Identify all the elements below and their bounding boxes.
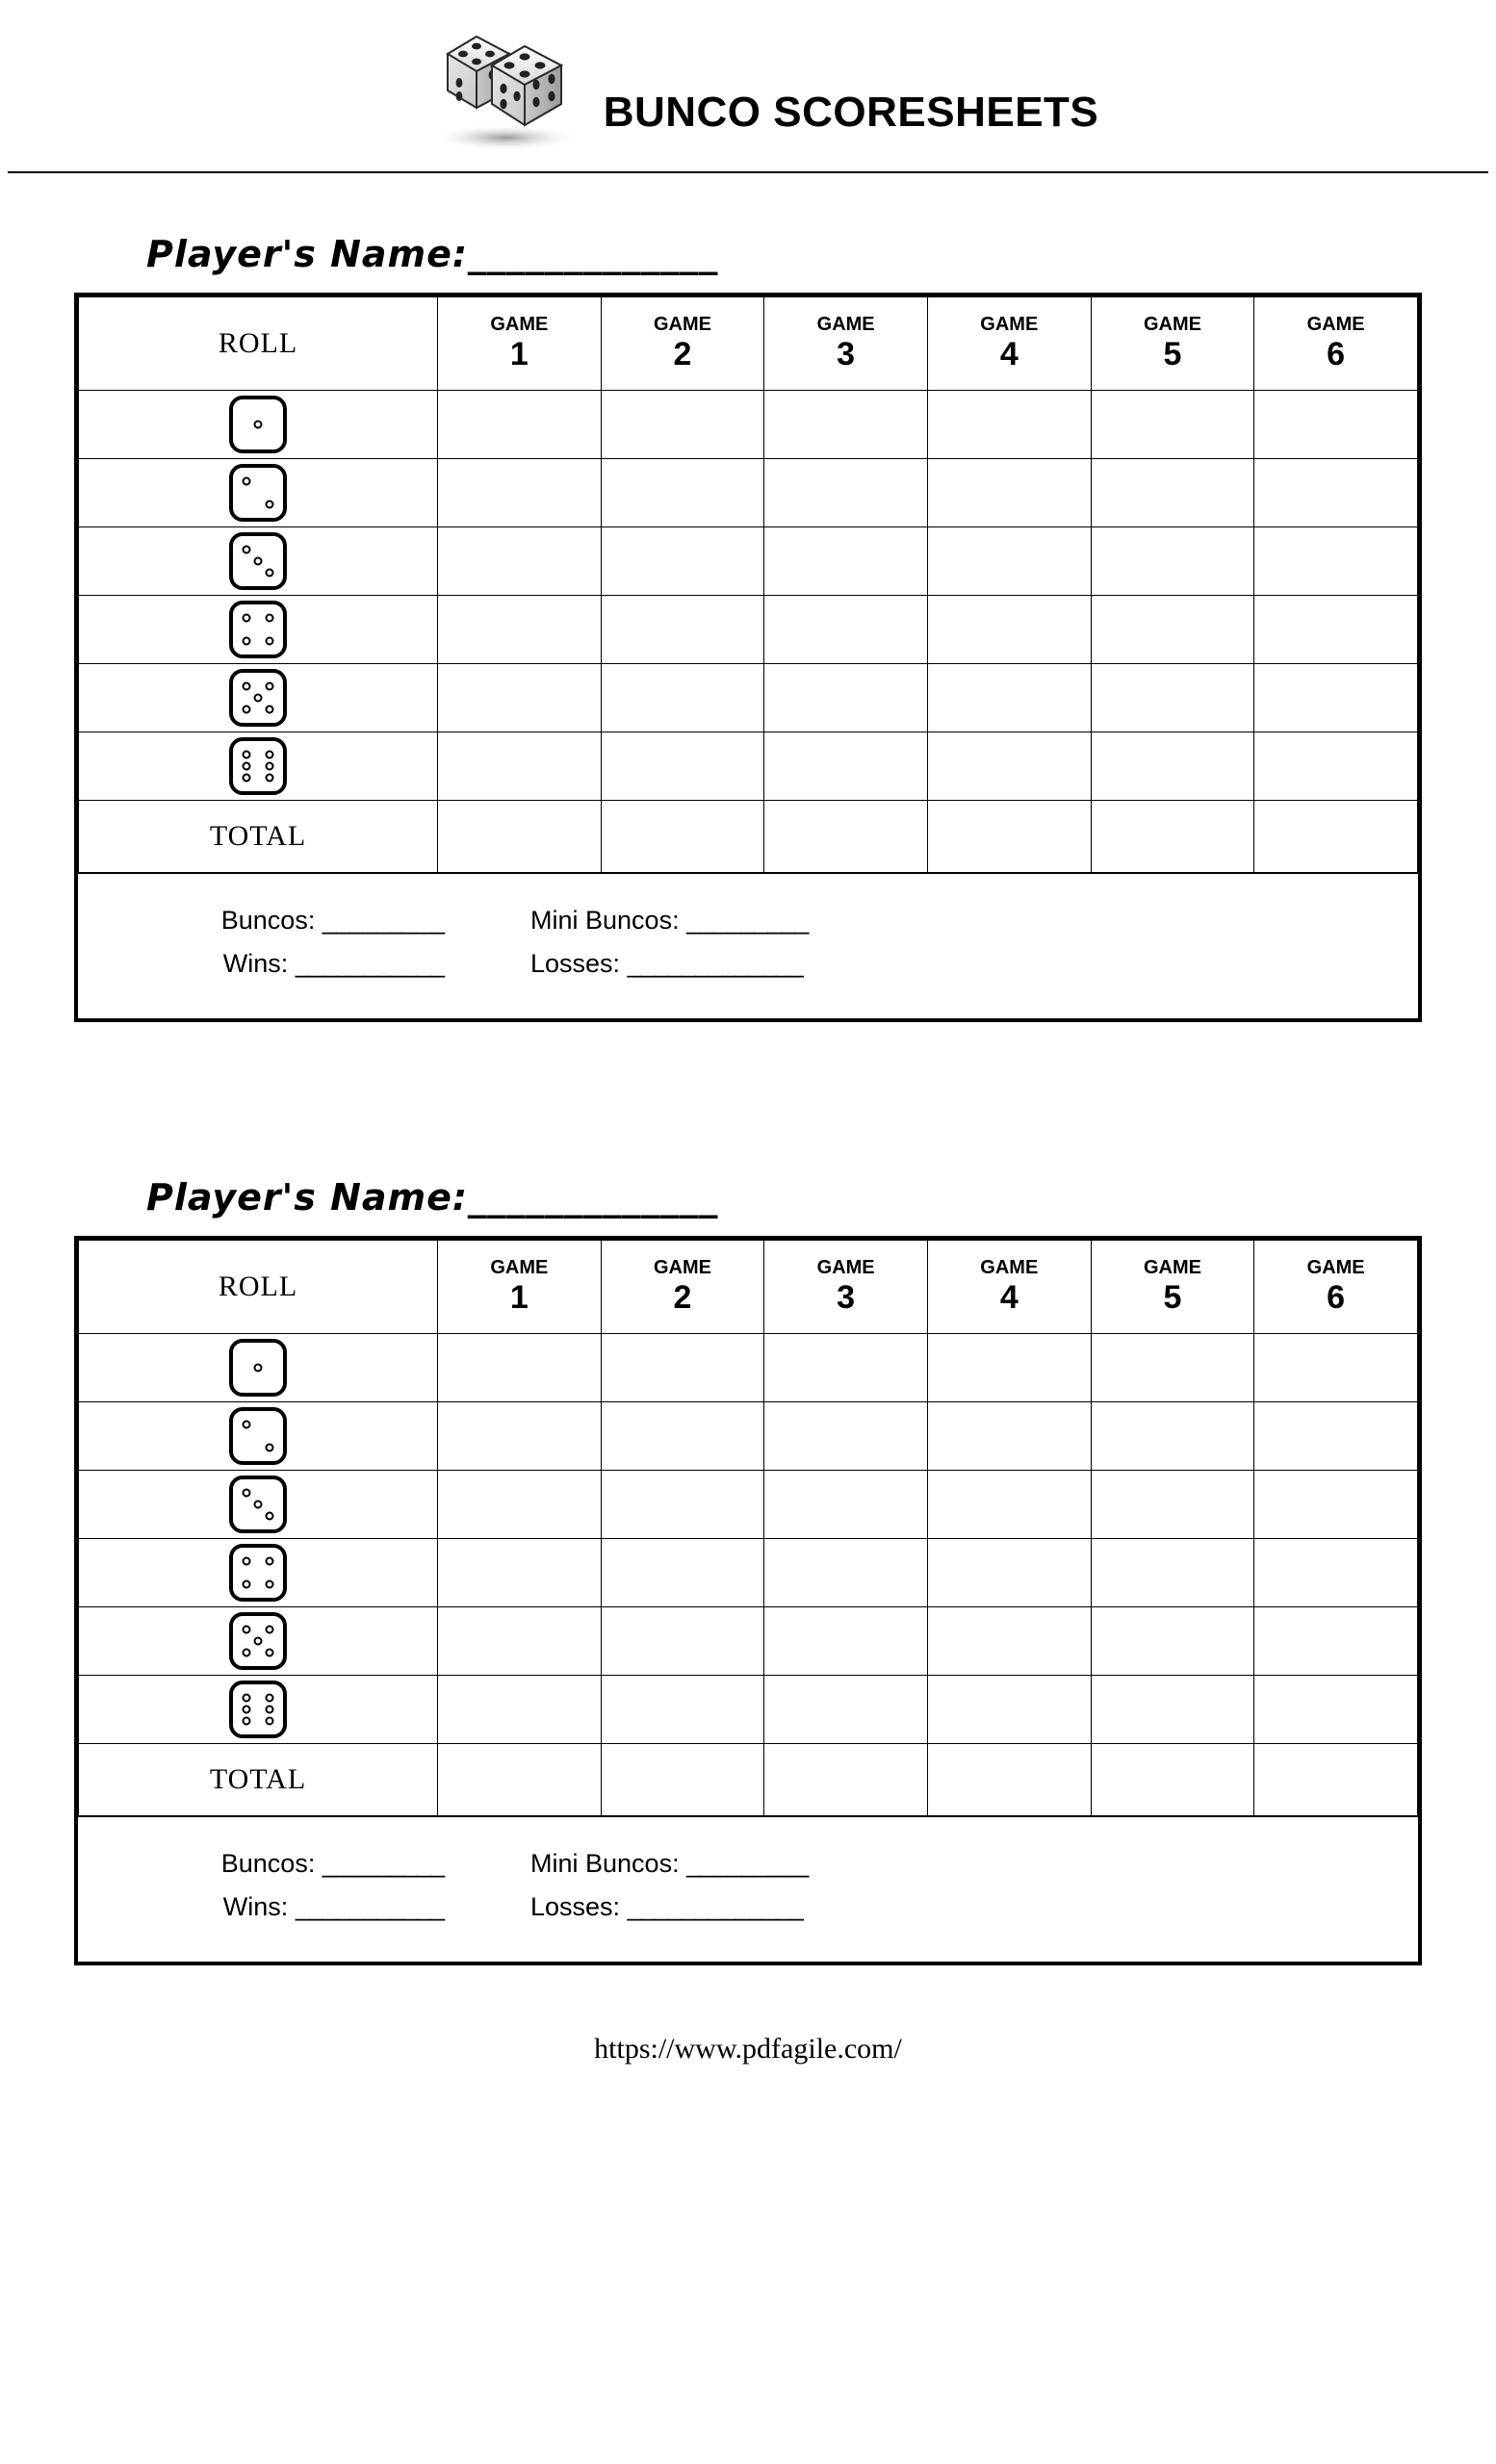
footer-url[interactable]: https://www.pdfagile.com/ [594, 2033, 902, 2065]
game-column-header-1 [438, 1241, 602, 1334]
die-face-6-icon [229, 737, 287, 795]
score-cell[interactable] [438, 1471, 602, 1539]
score-cell[interactable] [1254, 1607, 1418, 1676]
wins-blank: ___________ [295, 1892, 444, 1921]
score-cell[interactable] [438, 1539, 602, 1607]
score-cell[interactable] [1254, 1402, 1418, 1471]
score-cell[interactable] [764, 527, 928, 596]
roll-label-cell [79, 527, 438, 596]
score-cell[interactable] [438, 664, 602, 732]
total-cell[interactable] [1091, 801, 1254, 873]
losses-blank: _____________ [627, 1892, 803, 1921]
score-cell[interactable] [927, 732, 1091, 801]
roll-label-cell [79, 459, 438, 527]
wins-blank: ___________ [295, 949, 444, 978]
die-face-4-icon [229, 1544, 287, 1602]
buncos-blank: _________ [322, 906, 444, 935]
mini-buncos-blank: _________ [686, 1849, 809, 1878]
score-cell[interactable] [1091, 596, 1254, 664]
buncos-label: Buncos: [220, 1849, 316, 1878]
game-number: 5 [1163, 1278, 1182, 1316]
score-cell[interactable] [927, 596, 1091, 664]
score-cell[interactable] [1091, 459, 1254, 527]
game-number: 5 [1163, 335, 1182, 372]
losses-field[interactable] [530, 949, 803, 979]
game-number: 3 [837, 1278, 856, 1316]
score-cell[interactable] [1091, 527, 1254, 596]
stats-row-buncos [78, 899, 1418, 942]
header-divider [8, 171, 1488, 173]
roll-label-cell [79, 1402, 438, 1471]
total-cell[interactable] [1254, 801, 1418, 873]
score-cell[interactable] [1091, 1607, 1254, 1676]
game-word: GAME [816, 1256, 875, 1278]
table-row [79, 596, 1418, 664]
game-number: 4 [999, 335, 1019, 372]
score-cell[interactable] [438, 1402, 602, 1471]
table-row [79, 1471, 1418, 1539]
game-column-header-3 [764, 297, 928, 391]
die-face-6-icon [229, 1681, 287, 1738]
total-cell[interactable] [1254, 1744, 1418, 1816]
game-word: GAME [490, 1256, 549, 1278]
stats-row-wins [78, 942, 1418, 986]
die-face-5-icon [229, 669, 287, 727]
total-row [79, 801, 1418, 873]
score-cell[interactable] [601, 664, 764, 732]
buncos-field[interactable] [78, 1849, 444, 1879]
page-header [0, 0, 1496, 173]
mini-buncos-label: Mini Buncos: [530, 1849, 680, 1878]
losses-label: Losses: [530, 1892, 621, 1921]
score-cell[interactable] [927, 1334, 1091, 1402]
total-cell[interactable] [927, 1744, 1091, 1816]
total-cell[interactable] [764, 801, 928, 873]
score-cell[interactable] [601, 1334, 764, 1402]
losses-field[interactable] [530, 1892, 803, 1922]
score-table-1 [78, 296, 1418, 873]
total-cell[interactable] [601, 1744, 764, 1816]
score-cell[interactable] [764, 732, 928, 801]
total-cell[interactable] [438, 801, 602, 873]
game-word: GAME [980, 313, 1039, 335]
score-cell[interactable] [1254, 1471, 1418, 1539]
score-cell[interactable] [1091, 732, 1254, 801]
mini-buncos-blank: _________ [686, 906, 809, 935]
score-cell[interactable] [927, 664, 1091, 732]
roll-label-cell [79, 1676, 438, 1744]
score-cell[interactable] [927, 1607, 1091, 1676]
score-cell[interactable] [601, 1676, 764, 1744]
dice-pair-icon [417, 15, 590, 160]
score-cell[interactable] [601, 1471, 764, 1539]
table-row [79, 664, 1418, 732]
game-number: 3 [837, 335, 856, 372]
player-name-field-2[interactable]: Player's Name:_____________ [146, 1176, 719, 1219]
score-cell[interactable] [601, 391, 764, 459]
score-cell[interactable] [438, 732, 602, 801]
buncos-blank: _________ [322, 1849, 444, 1878]
table-row [79, 1607, 1418, 1676]
table-row [79, 1402, 1418, 1471]
game-column-header-2 [601, 1241, 764, 1334]
scoresheet-2 [74, 1176, 1422, 1965]
table-row [79, 1676, 1418, 1744]
score-cell[interactable] [764, 1676, 928, 1744]
game-number: 1 [509, 335, 529, 372]
score-cell[interactable] [601, 732, 764, 801]
wins-field[interactable] [78, 1892, 444, 1922]
die-face-1-icon [229, 1339, 287, 1397]
roll-label-cell [79, 1471, 438, 1539]
mini-buncos-field[interactable] [530, 1849, 808, 1879]
stats-section-1 [78, 873, 1418, 1018]
total-cell[interactable] [927, 801, 1091, 873]
score-cell[interactable] [764, 391, 928, 459]
score-card-2 [74, 1236, 1422, 1965]
stats-row-wins [78, 1886, 1418, 1929]
score-cell[interactable] [601, 1539, 764, 1607]
score-table-2 [78, 1240, 1418, 1816]
roll-label-cell [79, 664, 438, 732]
score-cell[interactable] [927, 1471, 1091, 1539]
table-row [79, 1539, 1418, 1607]
score-cell[interactable] [1254, 459, 1418, 527]
score-cell[interactable] [1091, 1402, 1254, 1471]
score-cell[interactable] [764, 1607, 928, 1676]
stats-row-buncos [78, 1842, 1418, 1886]
game-word: GAME [1143, 1256, 1201, 1278]
game-column-header-5 [1091, 1241, 1254, 1334]
score-cell[interactable] [438, 459, 602, 527]
game-column-header-6 [1254, 297, 1418, 391]
score-cell[interactable] [1254, 1334, 1418, 1402]
score-cell[interactable] [764, 1471, 928, 1539]
score-cell[interactable] [1091, 1676, 1254, 1744]
stats-section-2 [78, 1816, 1418, 1962]
game-number: 2 [673, 335, 692, 372]
score-cell[interactable] [764, 1539, 928, 1607]
game-word: GAME [1306, 1256, 1365, 1278]
score-cell[interactable] [601, 596, 764, 664]
score-cell[interactable] [1254, 596, 1418, 664]
total-cell[interactable] [601, 801, 764, 873]
game-column-header-4 [927, 1241, 1091, 1334]
player-name-field-1[interactable]: Player's Name:_____________ [146, 233, 719, 275]
score-cell[interactable] [1091, 1539, 1254, 1607]
wins-field[interactable] [78, 949, 444, 979]
score-cell[interactable] [601, 527, 764, 596]
losses-label: Losses: [530, 949, 621, 978]
game-number: 6 [1327, 335, 1346, 372]
total-cell[interactable] [1091, 1744, 1254, 1816]
score-cell[interactable] [927, 1676, 1091, 1744]
game-word: GAME [1143, 313, 1201, 335]
die-face-3-icon [229, 532, 287, 590]
score-cell[interactable] [438, 1334, 602, 1402]
die-face-1-icon [229, 396, 287, 453]
score-cell[interactable] [1254, 1676, 1418, 1744]
score-cell[interactable] [927, 527, 1091, 596]
total-cell[interactable] [438, 1744, 602, 1816]
score-cell[interactable] [601, 1607, 764, 1676]
score-cell[interactable] [1254, 391, 1418, 459]
roll-column-header: ROLL [79, 1241, 438, 1334]
game-word: GAME [980, 1256, 1039, 1278]
score-cell[interactable] [764, 1334, 928, 1402]
score-cell[interactable] [927, 1539, 1091, 1607]
roll-label-cell [79, 732, 438, 801]
score-cell[interactable] [601, 459, 764, 527]
game-column-header-3 [764, 1241, 928, 1334]
table-row [79, 732, 1418, 801]
game-number: 2 [673, 1278, 692, 1316]
score-cell[interactable] [1091, 1471, 1254, 1539]
score-cell[interactable] [1254, 664, 1418, 732]
total-cell[interactable] [764, 1744, 928, 1816]
table-row [79, 527, 1418, 596]
table-header-row [79, 1241, 1418, 1334]
score-cell[interactable] [764, 459, 928, 527]
die-face-2-icon [229, 464, 287, 522]
wins-label: Wins: [222, 1892, 289, 1921]
game-column-header-2 [601, 297, 764, 391]
total-label: TOTAL [79, 1744, 438, 1816]
score-cell[interactable] [927, 391, 1091, 459]
score-cell[interactable] [764, 1402, 928, 1471]
roll-column-header: ROLL [79, 297, 438, 391]
table-header-row [79, 297, 1418, 391]
table-row [79, 1334, 1418, 1402]
die-face-3-icon [229, 1476, 287, 1533]
page-title: BUNCO SCORESHEETS [603, 89, 1099, 136]
score-cell[interactable] [438, 391, 602, 459]
score-cell[interactable] [438, 527, 602, 596]
buncos-label: Buncos: [220, 906, 316, 935]
sheet-spacer [0, 1022, 1496, 1176]
roll-label-cell [79, 596, 438, 664]
game-word: GAME [816, 313, 875, 335]
game-number: 1 [509, 1278, 529, 1316]
wins-label: Wins: [222, 949, 289, 978]
roll-label-cell [79, 1334, 438, 1402]
game-column-header-4 [927, 297, 1091, 391]
score-cell[interactable] [927, 1402, 1091, 1471]
roll-label-cell [79, 1607, 438, 1676]
game-word: GAME [653, 313, 711, 335]
roll-label-cell [79, 391, 438, 459]
score-cell[interactable] [1091, 391, 1254, 459]
game-column-header-5 [1091, 297, 1254, 391]
game-column-header-1 [438, 297, 602, 391]
game-number: 4 [999, 1278, 1019, 1316]
table-row [79, 459, 1418, 527]
score-card-1 [74, 293, 1422, 1022]
total-label: TOTAL [79, 801, 438, 873]
score-cell[interactable] [1091, 664, 1254, 732]
score-cell[interactable] [601, 1402, 764, 1471]
total-row [79, 1744, 1418, 1816]
game-word: GAME [1306, 313, 1365, 335]
die-face-5-icon [229, 1612, 287, 1670]
score-cell[interactable] [1091, 1334, 1254, 1402]
score-cell[interactable] [1254, 527, 1418, 596]
score-cell[interactable] [764, 664, 928, 732]
score-cell[interactable] [927, 459, 1091, 527]
game-word: GAME [653, 1256, 711, 1278]
score-cell[interactable] [1254, 732, 1418, 801]
score-cell[interactable] [438, 596, 602, 664]
score-cell[interactable] [764, 596, 928, 664]
table-row [79, 391, 1418, 459]
buncos-field[interactable] [78, 906, 444, 936]
losses-blank: _____________ [627, 949, 803, 978]
die-face-2-icon [229, 1407, 287, 1465]
scoresheet-1 [74, 233, 1422, 1022]
score-cell[interactable] [438, 1607, 602, 1676]
score-cell[interactable] [1254, 1539, 1418, 1607]
game-number: 6 [1327, 1278, 1346, 1316]
mini-buncos-field[interactable] [530, 906, 808, 936]
roll-label-cell [79, 1539, 438, 1607]
mini-buncos-label: Mini Buncos: [530, 906, 680, 935]
game-column-header-6 [1254, 1241, 1418, 1334]
game-word: GAME [490, 313, 549, 335]
die-face-4-icon [229, 601, 287, 658]
score-cell[interactable] [438, 1676, 602, 1744]
